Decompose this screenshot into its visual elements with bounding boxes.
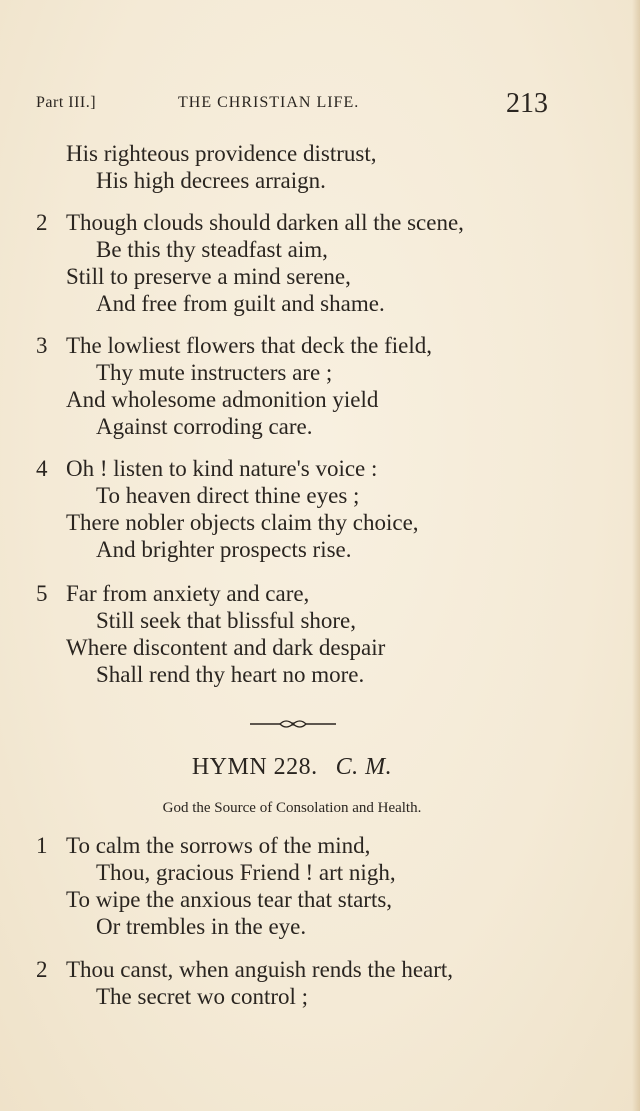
part-label: Part III.]: [36, 94, 97, 111]
verse-line: His righteous providence distrust,: [66, 141, 377, 166]
hymn-meter: C. M.: [335, 754, 393, 780]
verse-line: Against corroding care.: [96, 414, 313, 439]
hymn-heading: [0, 754, 584, 781]
verse-line: Or trembles in the eye.: [96, 914, 307, 939]
stanza: [36, 580, 576, 688]
verse-line: Shall rend thy heart no more.: [96, 662, 365, 687]
verse-line: 1 To calm the sorrows of the mind,: [36, 833, 371, 858]
stanza: [36, 956, 576, 1010]
stanza-number: 1: [36, 833, 48, 858]
verse-line: 3 The lowliest flowers that deck the field,: [36, 333, 432, 358]
verse-line: His high decrees arraign.: [96, 168, 326, 193]
section-title: THE CHRISTIAN LIFE.: [178, 94, 360, 111]
verse-line: The secret wo control ;: [96, 984, 309, 1009]
verse-line: And brighter prospects rise.: [96, 537, 352, 562]
hymn-subtitle: God the Source of Consolation and Health.: [162, 800, 422, 816]
page-number: 213: [506, 88, 548, 119]
verse-line: Thou, gracious Friend ! art nigh,: [96, 860, 396, 885]
verse-line: Where discontent and dark despair: [66, 635, 386, 660]
stanza-number: 2: [36, 957, 48, 982]
stanza: [36, 209, 576, 317]
verse-line: 2 Though clouds should darken all the scene,: [36, 210, 464, 235]
verse-line: Thy mute instructers are ;: [96, 360, 333, 385]
stanza-number: 3: [36, 333, 48, 358]
ornament-divider-icon: [250, 716, 336, 732]
verse-line: And wholesome admonition yield: [66, 387, 379, 412]
verse-line: Still to preserve a mind serene,: [66, 264, 351, 289]
stanza: [36, 332, 576, 440]
verse-line: There nobler objects claim thy choice,: [66, 510, 419, 535]
verse-line: To heaven direct thine eyes ;: [96, 483, 360, 508]
page-edge-shadow: [632, 0, 640, 1111]
hymn-number: HYMN 228.: [191, 754, 318, 780]
stanza-number: 2: [36, 210, 48, 235]
verse-line: 5 Far from anxiety and care,: [36, 581, 310, 606]
stanza-continuation: [36, 140, 576, 194]
verse-line: To wipe the anxious tear that starts,: [66, 887, 393, 912]
verse-line: 4 Oh ! listen to kind nature's voice :: [36, 456, 378, 481]
stanza-number: 5: [36, 581, 48, 606]
verse-line: And free from guilt and shame.: [96, 291, 385, 316]
verse-line: Be this thy steadfast aim,: [96, 237, 328, 262]
verse-line: 2 Thou canst, when anguish rends the heart,: [36, 957, 454, 982]
stanza: [36, 832, 576, 940]
running-head: [36, 88, 548, 122]
stanza-number: 4: [36, 456, 48, 481]
verse-line: Still seek that blissful shore,: [96, 608, 357, 633]
stanza: [36, 455, 576, 563]
